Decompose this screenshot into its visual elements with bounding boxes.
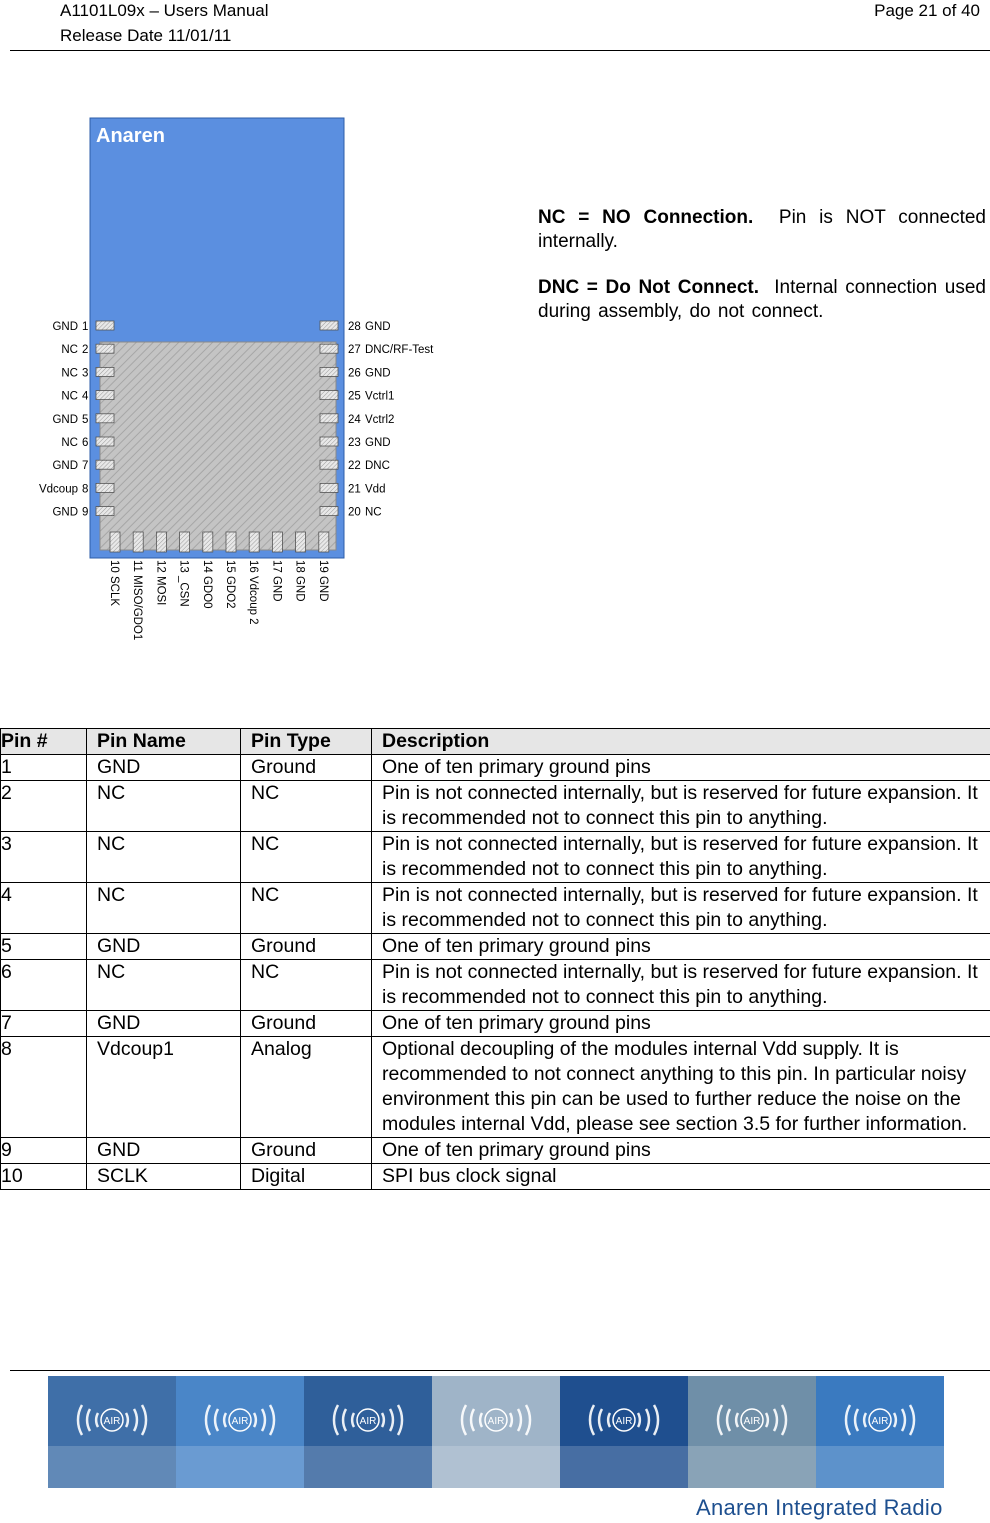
pin-type-cell: NC [241,832,372,883]
pin-name-cell: GND [87,755,241,781]
table-row [1,755,990,781]
description-cell: One of ten primary ground pins [372,934,990,960]
table-row [1,832,990,883]
dnc-text: Internal connection used during assembly, do not connect. [538,277,986,322]
description-cell: Pin is not connected internally, but is reserved for future expansion. It is recommended not to connect this pin to anything. [372,883,990,934]
bottom-pad [110,532,120,552]
description-cell: SPI bus clock signal [372,1164,990,1190]
right-pin-name: NC [365,506,382,519]
pin-name-cell: NC [87,960,241,1011]
pin-number-cell: 1 [1,755,87,781]
right-pad [320,367,338,376]
air-badge: AIR [871,1416,889,1427]
pin-type-cell: Digital [241,1164,372,1190]
table-row [1,781,990,832]
bottom-pin-label: 15 GDO2 [224,560,236,609]
air-badge: AIR [359,1416,377,1427]
bottom-pin-label: 10 SCLK [108,560,120,607]
bottom-pin-label: 16 Vdcoup 2 [247,560,260,625]
right-pad [320,414,338,423]
nc-text: Pin is NOT connected internally. [538,207,986,252]
bottom-pin-label: 11 MISO/GDO1 [131,560,144,641]
pin-number-cell: 3 [1,832,87,883]
right-pin-number: 26 [348,367,361,380]
bottom-pad [226,532,236,552]
description-cell: Optional decoupling of the modules internal Vdd supply. It is recommended to not connect anything to this pin. In particular noisy environment this pin can be used to further reduce the noise on the modules internal Vdd, please see section 3.5 for further information. [372,1037,990,1138]
pin-name-cell: GND [87,934,241,960]
bottom-pad [156,532,166,552]
right-pin-number: 28 [348,321,361,333]
left-pin-name: NC [61,344,78,357]
page-number: Page 21 of 40 [874,1,980,20]
bottom-pin-label: 14 GDO0 [200,560,213,609]
nc-note [538,206,986,254]
pin-number-cell: 4 [1,883,87,934]
rf-shield [100,342,336,550]
table-row [1,934,990,960]
release-date: Release Date 11/01/11 [60,26,232,45]
banner-panel [560,1376,689,1488]
bottom-pin-label: 17 GND [270,560,283,602]
pin-number-cell: 10 [1,1164,87,1190]
right-pin-number: 22 [348,460,361,473]
pin-type-cell: NC [241,781,372,832]
left-pad [96,321,114,330]
left-pin-number: 3 [82,367,89,380]
pin-type-cell: Ground [241,755,372,781]
left-pin-number: 9 [82,506,89,519]
bottom-pad [133,532,143,552]
right-pin-name: Vctrl1 [365,390,395,403]
left-pad [96,367,114,376]
air-badge: AIR [103,1416,121,1427]
air-badge: AIR [743,1416,761,1427]
bottom-pin-label: 12 MOSI [154,560,167,606]
air-badge: AIR [231,1416,249,1427]
description-cell: One of ten primary ground pins [372,1011,990,1037]
left-pin-name: GND [52,321,78,333]
left-pad [96,437,114,446]
banner-panel [432,1376,561,1488]
footer-brand: Anaren Integrated Radio [696,1495,943,1520]
left-pin-name: NC [61,437,78,449]
right-pin-name: DNC [365,460,390,473]
banner-panel [688,1376,817,1488]
header-pin-type: Pin Type [241,729,372,755]
dnc-term: DNC = Do Not Connect. [538,277,760,298]
left-pin-name: NC [61,390,78,403]
table-header-row [1,729,990,755]
left-pin-name: GND [52,413,78,426]
left-pin-number: 8 [82,483,89,496]
pin-name-cell: NC [87,832,241,883]
left-pad [96,391,114,400]
banner-panel [176,1376,305,1488]
pin-number-cell: 7 [1,1011,87,1037]
pin-number-cell: 9 [1,1138,87,1164]
right-pin-number: 24 [348,413,361,426]
right-pin-name: GND [365,321,391,333]
bottom-pad [180,532,190,552]
bottom-pin-label: 13 _CSN [177,560,190,607]
left-pin-name: NC [61,367,78,380]
left-pin-name: GND [52,506,78,519]
right-pad [320,507,338,516]
bottom-pad [296,532,306,552]
pin-name-cell: GND [87,1138,241,1164]
bottom-pad [203,532,213,552]
banner-panel [816,1376,944,1488]
left-pin-name: Vdcoup [38,483,78,496]
pin-type-cell: Ground [241,1011,372,1037]
pin-name-cell: NC [87,883,241,934]
pin-type-cell: NC [241,883,372,934]
table-row [1,960,990,1011]
description-cell: One of ten primary ground pins [372,1138,990,1164]
anaren-logo: Anaren [96,125,165,147]
dnc-note [538,276,986,324]
right-pad [320,344,338,353]
description-cell: Pin is not connected internally, but is reserved for future expansion. It is recommended not to connect this pin to anything. [372,781,990,832]
table-row [1,1011,990,1037]
bottom-pad [249,532,259,552]
left-pad [96,344,114,353]
left-pin-name: GND [52,460,78,473]
air-badge: AIR [487,1416,505,1427]
right-pad [320,437,338,446]
bottom-pad [272,532,282,552]
right-pad [320,460,338,469]
header-description: Description [372,729,990,755]
bottom-pin-label: 19 GND [316,560,329,602]
pin-table [0,728,990,1190]
pin-notes [538,206,986,346]
banner-panel [304,1376,433,1488]
description-cell: One of ten primary ground pins [372,755,990,781]
left-pin-number: 4 [82,390,89,403]
pin-type-cell: Ground [241,1138,372,1164]
left-pin-number: 6 [82,437,89,449]
table-row [1,1037,990,1138]
table-row [1,883,990,934]
pin-name-cell: Vdcoup1 [87,1037,241,1138]
right-pad [320,391,338,400]
left-pin-number: 5 [82,413,89,426]
description-cell: Pin is not connected internally, but is reserved for future expansion. It is recommended not to connect this pin to anything. [372,960,990,1011]
left-pin-number: 7 [82,460,89,473]
left-pad [96,507,114,516]
bottom-pin-label: 18 GND [293,560,306,602]
nc-term: NC = NO Connection. [538,207,754,228]
right-pin-name: Vdd [365,483,386,496]
banner-panel [48,1376,177,1488]
footer-banner [48,1376,944,1488]
bottom-pad [319,532,329,552]
left-pad [96,483,114,492]
right-pin-name: DNC/RF-Test [365,344,434,357]
header-rule [10,50,990,51]
right-pin-number: 27 [348,344,361,357]
pin-number-cell: 6 [1,960,87,1011]
pin-name-cell: NC [87,781,241,832]
air-badge: AIR [615,1416,633,1427]
right-pad [320,321,338,330]
left-pad [96,460,114,469]
footer-rule [10,1370,990,1371]
left-pin-number: 1 [82,321,89,333]
pin-type-cell: NC [241,960,372,1011]
header-pin-name: Pin Name [87,729,241,755]
pin-number-cell: 2 [1,781,87,832]
pin-type-cell: Ground [241,934,372,960]
pin-number-cell: 5 [1,934,87,960]
table-row [1,1164,990,1190]
header-pin-number: Pin # [1,729,87,755]
pin-name-cell: GND [87,1011,241,1037]
description-cell: Pin is not connected internally, but is reserved for future expansion. It is recommended not to connect this pin to anything. [372,832,990,883]
right-pin-number: 21 [348,483,361,496]
pin-name-cell: SCLK [87,1164,241,1190]
pin-type-cell: Analog [241,1037,372,1138]
right-pin-number: 25 [348,390,361,403]
left-pin-number: 2 [82,344,89,357]
right-pin-name: Vctrl2 [365,413,395,426]
right-pin-number: 20 [348,506,361,519]
table-row [1,1138,990,1164]
pin-number-cell: 8 [1,1037,87,1138]
right-pin-name: GND [365,437,391,449]
right-pin-number: 23 [348,437,361,449]
right-pin-name: GND [365,367,391,380]
pinout-diagram [20,110,460,650]
doc-title: A1101L09x – Users Manual [60,1,269,20]
right-pad [320,483,338,492]
left-pad [96,414,114,423]
